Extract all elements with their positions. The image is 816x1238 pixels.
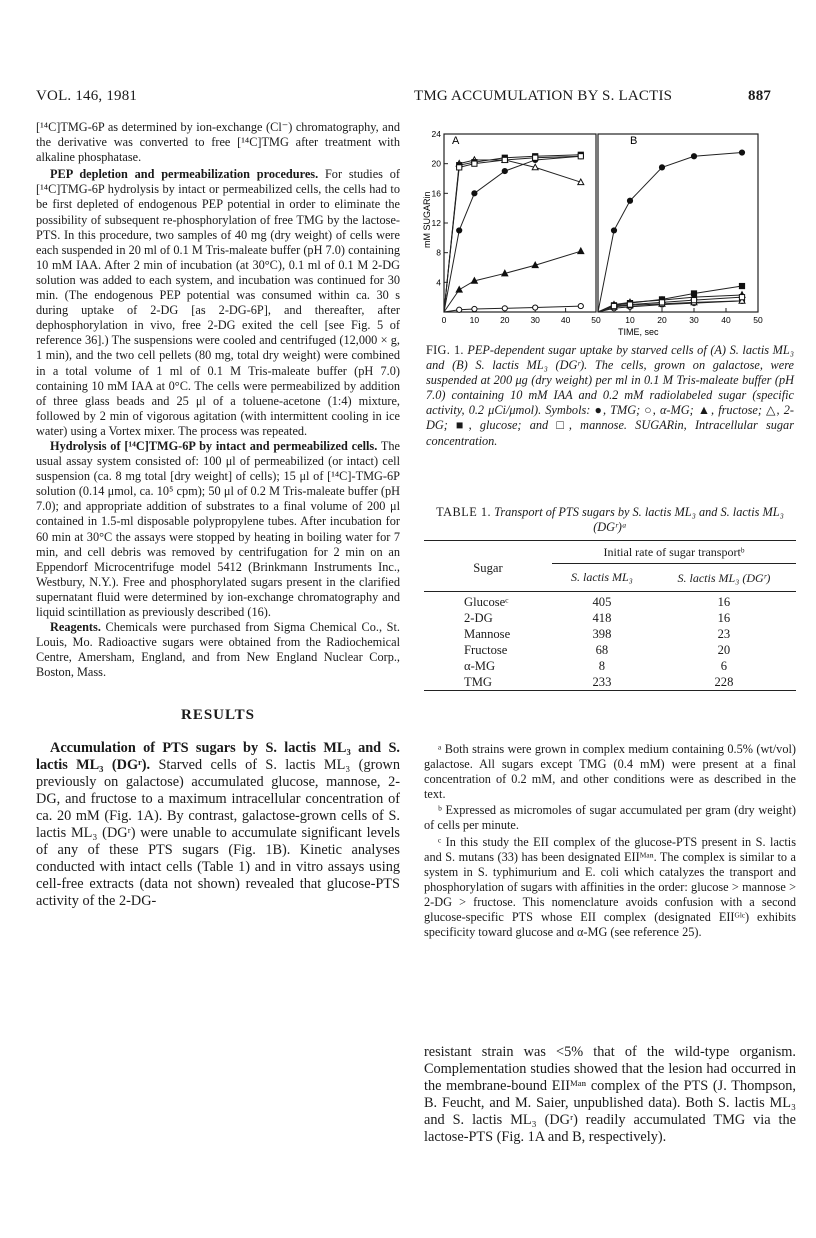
- paragraph-methods-end: [¹⁴C]TMG-6P as determined by ion-exchange (Cl⁻) chromatography, and the derivative was converted to free [¹⁴C]TMG after treatment with alkaline phosphatase.: [36, 120, 400, 165]
- table-cell-sugar: 2-DG: [464, 611, 493, 625]
- data-point: [739, 295, 744, 300]
- data-point: [611, 228, 616, 233]
- table-cell-sugar: TMG: [464, 675, 492, 689]
- data-point: [457, 228, 462, 233]
- table-cell-value: 405: [592, 595, 612, 609]
- y-tick-label: 4: [436, 277, 441, 288]
- x-tick-label: 50: [591, 315, 601, 325]
- table-row: [424, 626, 796, 642]
- table-cell-sugar: Glucoseᶜ: [464, 595, 509, 609]
- data-point: [627, 198, 632, 203]
- x-axis-label: TIME, sec: [618, 327, 659, 337]
- data-point: [578, 154, 583, 159]
- table-cell-sugar: α-MG: [464, 659, 496, 673]
- column-header-resistant: S. lactis ML₃ (DGʳ): [677, 570, 771, 585]
- x-tick-label: 30: [530, 315, 540, 325]
- series-line: [444, 160, 581, 312]
- table-cell-sugar: Mannose: [464, 627, 511, 641]
- data-point: [659, 300, 664, 305]
- data-point: [533, 155, 538, 160]
- figure-axes: [432, 129, 763, 325]
- table-cell-value: 16: [717, 595, 731, 609]
- data-point: [457, 307, 462, 312]
- footnote-a: ᵃ Both strains were grown in complex medium containing 0.5% (wt/vol) galactose. All sugars except TMG (0.4 mM) were present at a final concentration of 0.2 mM, and other conditions were as described in the text.: [424, 742, 796, 802]
- run-in-heading: Hydrolysis of [¹⁴C]TMG-6P by intact and permeabilized cells.: [50, 438, 378, 453]
- data-point: [659, 165, 664, 170]
- data-point: [456, 287, 462, 293]
- figure-marks: [444, 150, 745, 312]
- data-point: [739, 283, 744, 288]
- table-row: [424, 594, 796, 610]
- table-row: [424, 658, 796, 674]
- table-1: [424, 540, 796, 693]
- data-point: [578, 248, 584, 254]
- table-body: [424, 594, 796, 691]
- data-point: [472, 306, 477, 311]
- data-point: [691, 291, 696, 296]
- table-cell-sugar: Fructose: [464, 643, 508, 657]
- data-point: [691, 154, 696, 159]
- figure-1-caption: FIG. 1. PEP-dependent sugar uptake by starved cells of (A) S. lactis ML₃ and (B) S. lactis ML₃ (DGʳ). The cells, grown on galactose, were suspended at 200 μg (dry weight) per ml in 0.1 M Tris-maleate buffer (pH 7.0) containing 10 mM IAA and 0.2 mM radiolabeled sugar (specific activity, 0.2 μCi/μmol). Symbols: ●, TMG; ○, α-MG; ▲, fructose; △, 2-DG; ■, glucose; and □, mannose. SUGARin, Intracellular sugar concentration.: [426, 343, 794, 448]
- table-1-caption: TABLE 1. Transport of PTS sugars by S. lactis ML₃ and S. lactis ML₃ (DGʳ)ᵃ: [436, 505, 784, 534]
- x-tick-label: 20: [500, 315, 510, 325]
- y-tick-label: 8: [436, 247, 441, 258]
- figure-1-plot: [418, 128, 798, 338]
- series-line: [444, 156, 581, 312]
- run-in-heading: PEP depletion and permeabilization procedures.: [50, 167, 319, 182]
- column-header-wild-type: S. lactis ML₃: [570, 570, 633, 584]
- data-point: [611, 303, 616, 308]
- data-point: [502, 157, 507, 162]
- y-axis-label: mM SUGARin: [422, 191, 432, 248]
- table-label: TABLE 1.: [436, 505, 492, 519]
- panel-label-a: A: [452, 135, 460, 147]
- data-point: [691, 298, 696, 303]
- y-tick-label: 20: [431, 158, 441, 169]
- column-group-header: Initial rate of sugar transportᵇ: [552, 545, 796, 564]
- paragraph-reagents: Reagents. Chemicals were purchased from Sigma Chemical Co., St. Louis, Mo. Radioactive sugars were obtained from the Radiochemical Centre, Amersham, England, and from New England Nuclear Corp., Boston, Mass.: [36, 620, 400, 680]
- x-tick-label: 30: [689, 315, 699, 325]
- data-point: [533, 305, 538, 310]
- table-cell-value: 398: [592, 627, 612, 641]
- column-header-sugar: Sugar: [473, 560, 503, 575]
- left-column: [36, 120, 400, 910]
- series-line: [444, 155, 581, 312]
- section-heading-results: RESULTS: [181, 707, 255, 724]
- y-tick-label: 24: [431, 129, 441, 139]
- table-cell-value: 8: [598, 659, 606, 673]
- table-cell-value: 233: [592, 675, 612, 689]
- paragraph-pep-depletion: PEP depletion and permeabilization procedures. For studies of [¹⁴C]TMG-6P hydrolysis by intact or permeabilized cells, the cells had to be first depleted of endogenous PEP potential in order to eliminate the possibility of subsequent re-phosphorylation of free TMG by the lactose-PTS. In this procedure, two samples of 40 mg (dry weight) of cells were each suspended in 20 ml of 0.1 M Tris-maleate buffer (pH 7.0) containing 10 mM IAA. After 2 min of incubation (at 30°C), 0.1 ml of 0.1 M 2-DG solution was added to each system, and incubation was continued for 30 min. (The endogenous PEP potential was consumed within ca. 30 s during uptake of 2-DG [as 2-DG-6P], and thereafter, after dephosphorylation in vivo, free 2-DG exited the cell [see Fig. 5 of reference 36].) The suspensions were cooled and centrifuged (12,000 × g, 1 min), and the two cell pellets (80 mg, total dry weight) were combined in a total volume of 1 ml of 0.1 M Tris-maleate buffer (pH 7.0) containing 10 mM IAA at 0°C. The cells were permeabilized by addition of three glass beads and 25 μl of a toluene-acetone (1:4) mixture, followed by 2 min of vigorous agitation (with intermittent cooling in ice water) using a Vortex mixer. The process was repeated.: [36, 167, 400, 438]
- table-cell-value: 6: [720, 659, 728, 673]
- data-point: [502, 306, 507, 311]
- panel-frame: [598, 134, 758, 312]
- data-point: [472, 161, 477, 166]
- footnote-b: ᵇ Expressed as micromoles of sugar accumulated per gram (dry weight) of cells per minute.: [424, 803, 796, 833]
- running-head-volume: VOL. 146, 1981: [36, 88, 138, 104]
- x-tick-label: 40: [560, 315, 571, 325]
- run-in-heading: Reagents.: [50, 620, 101, 635]
- panel-label-b: B: [630, 135, 638, 147]
- series-line: [598, 153, 742, 312]
- data-point: [739, 150, 744, 155]
- paragraph-hydrolysis: Hydrolysis of [¹⁴C]TMG-6P by intact and permeabilized cells. The usual assay system consisted of: 100 μl of permeabilized (or intact) cell suspension (ca. 8 mg total [dry weight] of cells); 15 μl of [¹⁴C]-TMG-6P solution (0.14 μmol, ca. 10⁵ cpm); 50 μl of 0.2 M Tris-maleate buffer (pH 7.0); and appropriate addition of substrates to a final volume of 200 μl contained in 1.5-ml disposable polypropylene tubes. After incubation for 60 min at 30°C the assays were stopped by heating in boiling water for 7 min, and cell debris was removed by centrifugation for 2 min on an Eppendorf Microcentrifuge model 5412 (Brinkmann Instruments Inc., Westbury, N.Y.). Free and phosphorylated sugars present in the clarified supernatant fluid were determined by ion-exchange chromatography and liquid scintillation as previously described (16).: [36, 438, 400, 619]
- data-point: [457, 165, 462, 170]
- series-line: [444, 156, 581, 312]
- x-tick-label: 10: [469, 315, 480, 325]
- x-tick-label: 10: [625, 315, 635, 325]
- caption-label: FIG. 1.: [426, 343, 464, 357]
- x-tick-label: 0: [441, 315, 447, 325]
- x-tick-label: 50: [753, 315, 763, 325]
- series-line: [444, 306, 581, 312]
- data-point: [472, 191, 477, 196]
- run-in-heading: Accumulation of PTS sugars by S. lactis ML₃ and S. lactis ML₃ (DGʳ).: [36, 739, 400, 773]
- table-cell-value: 68: [595, 643, 609, 657]
- table-cell-value: 20: [717, 643, 731, 657]
- paragraph-results-accumulation: Accumulation of PTS sugars by S. lactis ML₃ and S. lactis ML₃ (DGʳ). Starved cells of S. lactis ML₃ (grown previously on galactose) accumulated glucose, mannose, 2-DG, and fructose to a maximum intracellular concentration of ca. 20 mM (Fig. 1A). By contrast, galactose-grown cells of S. lactis ML₃ (DGʳ) were unable to accumulate significant levels of any of these PTS sugars (Fig. 1B). Kinetic analyses conducted with intact cells (Table 1) and in vitro assays using cell-free extracts (data not shown) revealed that glucose-PTS activity of the 2-DG-: [36, 739, 400, 909]
- table-cell-value: 418: [592, 611, 612, 625]
- series-line: [598, 301, 742, 312]
- data-point: [627, 302, 632, 307]
- table-cell-value: 16: [717, 611, 731, 625]
- data-point: [578, 303, 583, 308]
- running-head-title: TMG ACCUMULATION BY S. LACTIS: [414, 88, 673, 104]
- table-cell-value: 228: [714, 675, 734, 689]
- page-number: 887: [748, 88, 772, 104]
- x-tick-label: 20: [657, 315, 667, 325]
- paragraph-results-continued: resistant strain was <5% that of the wild-type organism. Complementation studies showed that the lesion had occurred in the membrane-bound EIIᴹᵃⁿ complex of the PTS (J. Thompson, B. Feucht, and M. Saier, unpublished data). Both S. lactis ML₃ and S. lactis ML₃ (DGʳ) readily accumulated TMG via the lactose-PTS (Fig. 1A and B, respectively).: [424, 1044, 796, 1145]
- table-row: [424, 674, 796, 691]
- table-row: [424, 642, 796, 658]
- x-tick-label: 40: [721, 315, 731, 325]
- series-line: [444, 251, 581, 312]
- y-tick-label: 12: [431, 218, 441, 228]
- table-cell-value: 23: [717, 627, 731, 641]
- data-point: [502, 168, 507, 173]
- table-row: [424, 610, 796, 626]
- y-tick-label: 16: [431, 188, 441, 199]
- table-footnotes: [424, 742, 796, 940]
- footnote-c: ᶜ In this study the EII complex of the glucose-PTS present in S. lactis and S. mutans (33) has been designated EIIᴹᵃⁿ. The complex is similar to a system in S. typhimurium and E. coli which catalyzes the transport and phosphorylation of sugars with affinities in the order: glucose > mannose > 2-DG > fructose. This nomenclature avoids confusion with a second glucose-specific PTS whose EII complex (designated EIIᴳˡᶜ) exhibits specificity toward glucose and α-MG (see reference 25).: [424, 834, 796, 940]
